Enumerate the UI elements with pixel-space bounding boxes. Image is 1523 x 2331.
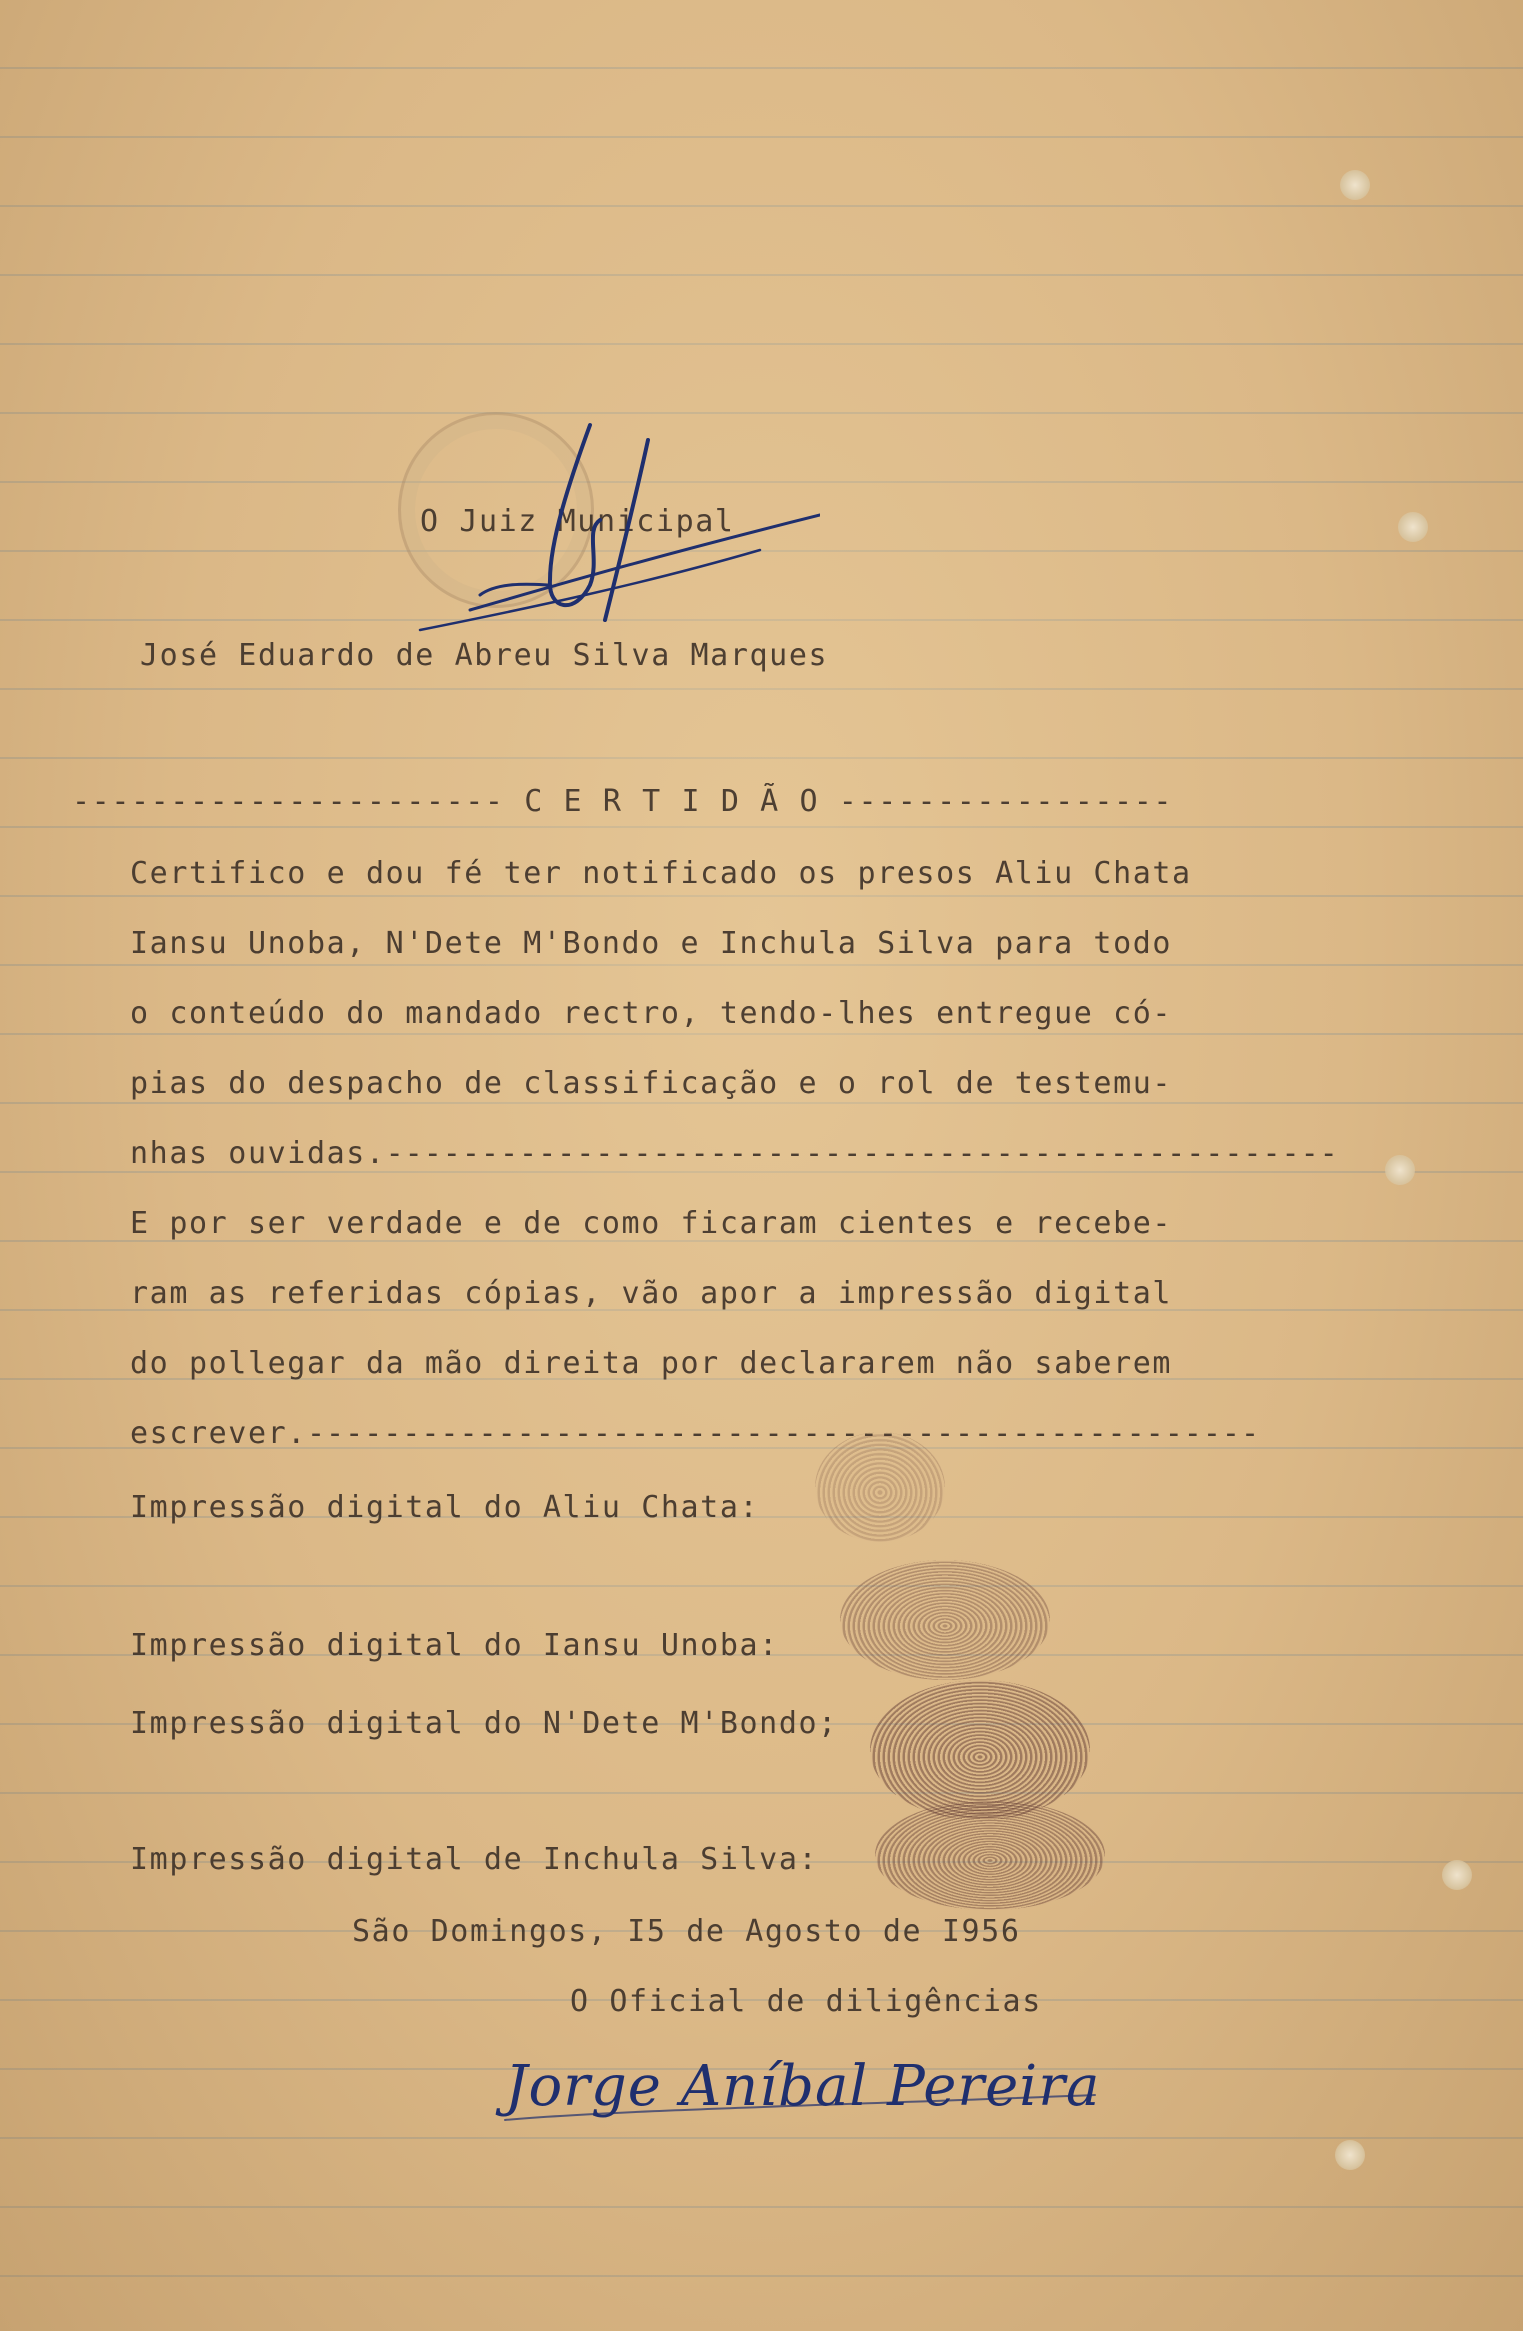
fingerprint-label-iansu-unoba: Impressão digital do Iansu Unoba:	[130, 1628, 779, 1663]
punch-hole-bottom	[1335, 2140, 1365, 2170]
body-line-5	[130, 1136, 1339, 1171]
punch-hole-upper	[1398, 512, 1428, 542]
judge-name: José Eduardo de Abreu Silva Marques	[140, 638, 829, 673]
body-line-2: Iansu Unoba, N'Dete M'Bondo e Inchula Silva para todo	[130, 926, 1173, 961]
fingerprint-aliu-chata	[815, 1432, 945, 1542]
body-line-7: ram as referidas cópias, vão apor a impressão digital	[130, 1276, 1173, 1311]
body-line-6: E por ser verdade e de como ficaram cientes e recebe-	[130, 1206, 1173, 1241]
body-line-3: o conteúdo do mandado rectro, tendo-lhes entregue có-	[130, 996, 1173, 1031]
body-line-9	[130, 1416, 1260, 1451]
fingerprint-label-ndete-mbondo: Impressão digital do N'Dete M'Bondo;	[130, 1706, 838, 1741]
place-date: São Domingos, I5 de Agosto de I956	[352, 1914, 1021, 1949]
judge-title: O Juiz Municipal	[420, 504, 735, 539]
judge-signature	[400, 410, 820, 710]
fingerprint-ndete-mbondo	[870, 1680, 1090, 1820]
certificate-heading: ---------------------- C E R T I D Ã O -----------------	[72, 784, 1174, 819]
punch-hole-middle	[1385, 1155, 1415, 1185]
body-line-4: pias do despacho de classificação e o rol de testemu-	[130, 1066, 1173, 1101]
fingerprint-label-aliu-chata: Impressão digital do Aliu Chata:	[130, 1490, 760, 1525]
punch-hole-top	[1340, 170, 1370, 200]
officer-signature-text: Jorge Aníbal Pereira	[505, 2054, 1101, 2119]
officer-title: O Oficial de diligências	[570, 1984, 1042, 2019]
body-line-8: do pollegar da mão direita por declararem não saberem	[130, 1346, 1173, 1381]
fingerprint-inchula-silva	[875, 1800, 1105, 1910]
body-line-1: Certifico e dou fé ter notificado os presos Aliu Chata	[130, 856, 1192, 891]
officer-signature	[495, 2040, 1115, 2150]
punch-hole-lower	[1442, 1860, 1472, 1890]
body-line-5-text: nhas ouvidas.	[130, 1136, 386, 1171]
fingerprint-label-inchula-silva: Impressão digital de Inchula Silva:	[130, 1842, 819, 1877]
fingerprint-iansu-unoba	[840, 1560, 1050, 1680]
body-line-9-text: escrever.	[130, 1416, 307, 1451]
